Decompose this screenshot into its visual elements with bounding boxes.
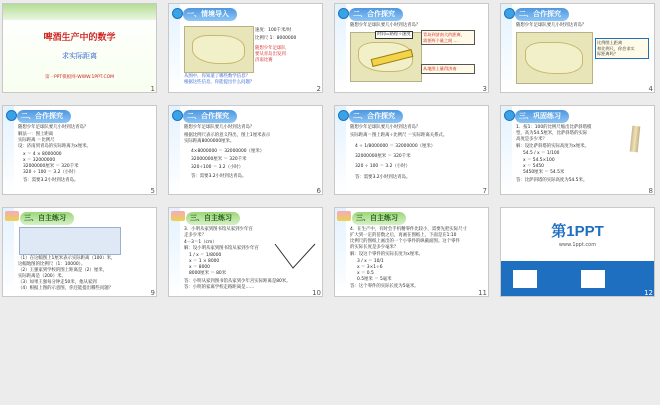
text-line: 1．按1：100的比例尺缩出比萨斜塔模 [516,125,592,130]
slide-header: 三、自主练习 [20,212,74,225]
bulb-icon [172,110,183,121]
text-line: （2）王强家到学校的图上距离是（2）厘米， [18,268,108,273]
slide-thumbnail-12[interactable] [500,207,655,297]
callout-text: 需要两个量之间 … [423,37,458,43]
slide-header: 一、情境导入 [183,8,237,21]
info-line: 随想少年足球队 [255,46,286,51]
text-line: 比例尺的图纸上画出的一个小零件的纵截面图。这个零件 [350,239,460,244]
equation-line: 320 ÷ 100 ＝ 3.2（小时） [355,164,410,169]
diagram-image [19,227,121,255]
slide-header: 三、自主练习 [352,212,406,225]
equation-line: 32000000厘米 ＝ 320千米 [355,154,411,159]
text-line: （4）根据上图的示意图，你还能提出哪些问题？ [18,286,113,291]
slide-number: 5 [150,187,155,195]
equation-line: 4×8000000 ＝ 32000000（厘米） [191,149,265,154]
slide-thumbnail-9[interactable] [2,207,157,297]
callout-text: 比例图上距离 [597,40,623,45]
text-line: 解：设比萨斜塔的实际高度为x厘米。 [516,144,589,149]
bulb-icon [504,8,515,19]
equation-line: 320÷100 ＝ 3.2（小时） [191,165,244,170]
equation-line: 3 / x ＝ 10/1 [357,259,384,264]
equation-line: x ＝ 5450 [523,164,544,169]
answer-line: 答：需要3.2小时到达青岛。 [23,178,79,183]
text-line: 根据比例尺表示的意义得出，图上1厘米表示 [184,133,271,138]
slide-number: 4 [648,85,653,93]
text-line: （1）在这幅图上1厘米表示实际距离（100）米， [18,256,116,261]
slide-header: 三、巩固练习 [515,110,569,123]
book-icon [171,211,185,221]
text-line: 4．在生产中，有时会手机精零件比较小，需要先把实际尺寸 [350,227,467,232]
slide-thumbnail-11[interactable] [334,207,489,297]
callout-text: 际距离吗？ [597,51,618,56]
note-line: 答：小明的家离学校走路距离是…… [184,285,255,290]
equation-line: x ＝ 3×1÷6 [357,265,383,270]
info-line: 济南比赛 [255,58,273,63]
callout-text: 和比例尺，你会求实 [597,45,635,51]
text-line: 扩大到一定的倍数之后，再画在图纸上，下面是在1:10 [350,233,457,238]
slide-left-bar [335,208,346,296]
text-line: 走多少米？ [184,233,206,238]
slide-sorter-grid [2,3,658,402]
slide-thumbnail-8[interactable] [500,105,655,195]
info-line: 比例尺 1：8000000 [255,36,297,41]
slide-footer: 第一PPT模板网-WWW.1PPT.COM [44,75,115,80]
callout-box [421,30,475,45]
callout-box [595,38,649,59]
map-image [184,26,254,73]
slide-thumbnail-7[interactable] [334,105,489,195]
book-icon [5,211,19,221]
text-line: （3）如果王强每分钟走50米，他从家到 [18,280,97,285]
equation-line: 5450厘米 ＝ 54.5米 [523,170,565,175]
question-line: 根据这些信息，你能提出什么问题？ [184,80,255,85]
equation-line: 0.5厘米 ＝ 5毫米 [357,277,392,282]
info-line: 要从青岛出发到 [255,52,286,57]
slide-number: 2 [316,85,321,93]
callout-text: 从地图上量得济南 [423,66,457,71]
slide-number: 6 [316,187,321,195]
route-diagram [271,236,319,272]
text-line: 型，高为54.5厘米，比萨斜塔的实际 [516,131,588,136]
text-line: 实际距离＝图上距离÷比例尺 ＝实际距离关系式。 [350,133,448,138]
equation-line: x ＝ 54.5×100 [523,158,555,163]
text-line: 4－3＝1（cm） [184,240,217,245]
answer-line: 答：需要3.2小时到达青岛。 [355,175,411,180]
equation-line: 54.5 / x ＝ 1/100 [523,151,560,156]
slide-header: 二、合作探究 [183,110,237,123]
equation-line: 8000厘米 ＝ 80米 [189,271,227,276]
equation-line: x ＝ 8000 [189,265,210,270]
slide-title: 啤酒生产中的数学 [43,33,116,43]
bulb-icon [338,110,349,121]
slide-thumbnail-1[interactable] [2,3,157,93]
question-line: 随想少年足球队要几小时到达青岛？ [350,23,421,28]
slide-number: 12 [644,289,653,297]
question-line: 从图中，你知道了哪些数学信息？ [184,74,250,79]
slide-header: 二、合作探究 [349,110,403,123]
brand-url: www.1ppt.com [558,242,597,248]
bulb-icon [172,8,183,19]
equation-line: x ＝ 32000000 [23,158,56,163]
question-line: 随想少年足球队要几小时到达青岛？ [516,23,587,28]
answer-line: 答：小明从家到图书馆从家到少年宫实际距离是80米。 [184,279,291,284]
slide-number: 7 [482,187,487,195]
equation-line: 32000000厘米 ＝ 320千米 [23,164,79,169]
question-line: 随想少年足球队要几小时到达青岛？ [350,125,421,130]
slide-header: 二、合作探究 [515,8,569,21]
text-line: 解：设小明从家到图书馆从家到少年宫 [184,246,259,251]
callout-text: 青岛到济南大约距离， [423,32,465,37]
question-line: 随想少年足球队要几小时到达青岛？ [18,125,89,130]
formula-note: 时间=路程÷速度 [377,32,411,37]
slide-left-bar [3,208,14,296]
equation-line: 32000000厘米 ＝ 320千米 [191,157,247,162]
bulb-icon [338,8,349,19]
slide-thumbnail-3[interactable] [334,3,489,93]
slide-number: 1 [150,85,155,93]
qr-code-image [513,270,537,288]
equation-line: 320 ÷ 100 ＝ 3.2（小时） [23,170,78,175]
slide-number: 10 [312,289,321,297]
answer-line: 答：比萨斜塔的实际高度为54.5米。 [516,178,588,183]
equation-line: x ＝ 4 × 8000000 [23,152,62,157]
callout-box [421,64,475,74]
text-line: 解：设这个零件的实际长度为x厘米。 [350,252,423,257]
slide-thumbnail-6[interactable] [168,105,323,195]
leaning-tower-image [630,126,641,153]
slide-header: 三、自主练习 [186,212,240,225]
slide-subtitle: 求实际距离 [62,52,97,60]
map-image [516,32,593,84]
text-line: 实际距离8000000厘米。 [184,139,235,144]
book-icon [337,211,351,221]
slide-header: 二、合作探究 [17,110,71,123]
equation-line: 4 ÷ 1/8000000 ＝ 32000000（厘米） [355,144,436,149]
slide-thumbnail-4[interactable] [500,3,655,93]
question-line: 随想少年足球队要几小时到达青岛？ [184,125,255,130]
slide-header: 二、合作探究 [349,8,403,21]
text-line: 这幅地图的比例尺（1：10000）。 [18,262,86,267]
text-line: 3．小明从家到图书馆从家到少年宫 [184,227,253,232]
slide-number: 11 [478,289,487,297]
answer-line: 答：需要3.2小时到达青岛。 [191,174,247,179]
bulb-icon [504,110,515,121]
info-line: 速度：100千米/时 [255,28,292,33]
slide-left-bar [169,208,180,296]
text-line: 实际距离 ＝比例尺 [18,138,55,143]
text-line: 高度是多少米？ [516,137,547,142]
text-line: 设：济南到青岛的实际距离为x厘米。 [18,144,91,149]
text-line: 的实际长度是多少毫米？ [350,245,399,250]
text-line: 解法一：图上距离 [18,132,54,137]
slide-top-band [3,4,156,20]
brand-logo: 第1PPT [551,223,604,240]
equation-line: x ＝ 1 × 8000 [189,259,220,264]
bulb-icon [6,110,17,121]
answer-line: 答：这个零件的实际长度为5毫米。 [350,284,419,289]
slide-thumbnail-5[interactable] [2,105,157,195]
slide-thumbnail-10[interactable] [168,207,323,297]
text-line: 实际距离是（200）米。 [18,274,66,279]
slide-thumbnail-2[interactable] [168,3,323,93]
equation-line: x ＝ 0.5 [357,271,374,276]
slide-number: 3 [482,85,487,93]
slide-number: 8 [648,187,653,195]
equation-line: 1 / x ＝ 1/8000 [189,253,222,258]
slide-number: 9 [150,289,155,297]
qr-code-image [581,270,605,288]
